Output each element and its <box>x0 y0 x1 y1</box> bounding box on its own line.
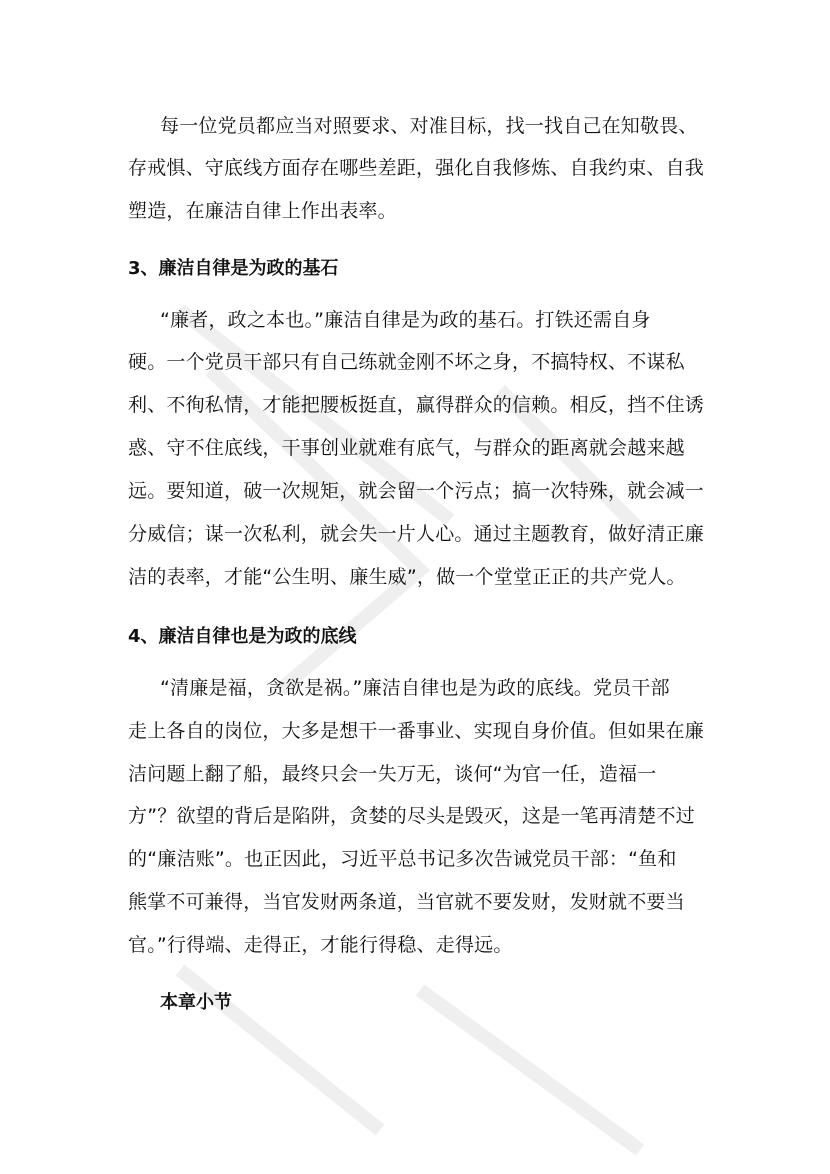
section-3-line-7: 洁的表率，才能“公生明、廉生威”，做一个堂堂正正的共产党人。 <box>128 566 686 588</box>
section-4-line-6: 熊掌不可兼得，当官发财两条道，当官就不要发财，发财就不要当 <box>128 891 685 913</box>
section-4-line-5: 的“廉洁账”。也正因此，习近平总书记多次告诫党员干部：“鱼和 <box>128 848 677 870</box>
section-4-line-4: 方”？欲望的背后是陷阱，贪婪的尽头是毁灭，这是一笔再清楚不过 <box>128 805 695 827</box>
paragraph-1-line-1: 每一位党员都应当对照要求、对准目标，找一找自己在知敬畏、 <box>160 115 698 137</box>
section-4-line-3: 洁问题上翻了船，最终只会一失万无，谈何“为官一任，造福一 <box>128 763 657 785</box>
section-3-line-1: “廉者，政之本也。”廉洁自律是为政的基石。打铁还需自身 <box>160 309 651 331</box>
section-3-line-3: 利、不徇私情，才能把腰板挺直，赢得群众的信赖。相反，挡不住诱 <box>128 394 705 416</box>
section-4-line-2: 走上各自的岗位，大多是想干一番事业、实现自身价值。但如果在廉 <box>128 720 705 742</box>
summary-heading: 本章小节 <box>160 992 232 1013</box>
section-4-heading: 4、廉洁自律也是为政的底线 <box>128 626 357 647</box>
section-3-line-2: 硬。一个党员干部只有自己练就金刚不坏之身，不搞特权、不谋私 <box>128 351 685 373</box>
section-4-line-7: 官。”行得端、走得正，才能行得稳、走得远。 <box>128 934 513 956</box>
section-4-line-1: “清廉是福，贪欲是祸。”廉洁自律也是为政的底线。党员干部 <box>160 677 670 699</box>
paragraph-1-line-2: 存戒惧、守底线方面存在哪些差距，强化自我修炼、自我约束、自我 <box>128 157 705 179</box>
paragraph-1-line-3: 塑造，在廉洁自律上作出表率。 <box>128 200 397 222</box>
section-3-line-4: 惑、守不住底线，干事创业就难有底气，与群众的距离就会越来越 <box>128 437 685 459</box>
section-3-heading: 3、廉洁自律是为政的基石 <box>128 258 339 279</box>
section-3-line-6: 分威信；谋一次私利，就会失一片人心。通过主题教育，做好清正廉 <box>128 523 705 545</box>
section-3-line-5: 远。要知道，破一次规矩，就会留一个污点；搞一次特殊，就会减一 <box>128 480 705 502</box>
